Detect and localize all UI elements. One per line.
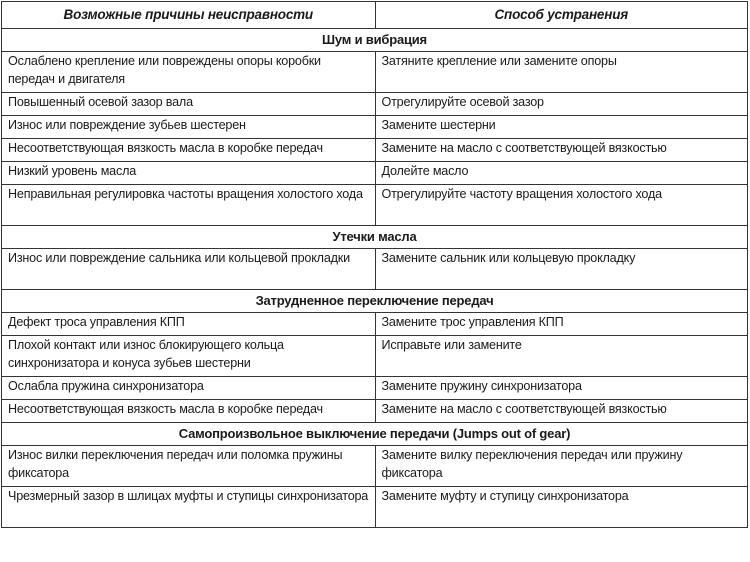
cause-cell: Износ или повреждение зубьев шестерен xyxy=(2,116,376,139)
section-title: Утечки масла xyxy=(2,226,748,249)
table-row xyxy=(2,162,748,185)
remedy-cell: Замените на масло с соответствующей вязкостью xyxy=(375,139,748,162)
table-row xyxy=(2,313,748,336)
remedy-cell: Замените трос управления КПП xyxy=(375,313,748,336)
cause-cell: Несоответствующая вязкость масла в коробке передач xyxy=(2,139,376,162)
cause-cell: Низкий уровень масла xyxy=(2,162,376,185)
table-row xyxy=(2,116,748,139)
section-title: Затрудненное переключение передач xyxy=(2,290,748,313)
section-title: Самопроизвольное выключение передачи (Jumps out of gear) xyxy=(2,423,748,446)
remedy-cell: Отрегулируйте частоту вращения холостого хода xyxy=(375,185,748,226)
remedy-cell: Замените пружину синхронизатора xyxy=(375,377,748,400)
section-row xyxy=(2,290,748,313)
cause-cell: Дефект троса управления КПП xyxy=(2,313,376,336)
header-row xyxy=(2,2,748,29)
cause-cell: Ослабла пружина синхронизатора xyxy=(2,377,376,400)
remedy-cell: Долейте масло xyxy=(375,162,748,185)
table-row xyxy=(2,93,748,116)
cause-cell: Неправильная регулировка частоты вращения холостого хода xyxy=(2,185,376,226)
section-title: Шум и вибрация xyxy=(2,29,748,52)
table-row xyxy=(2,249,748,290)
table-row xyxy=(2,487,748,528)
header-remedies: Способ устранения xyxy=(375,2,748,29)
cause-cell: Несоответствующая вязкость масла в коробке передач xyxy=(2,400,376,423)
remedy-cell: Замените на масло с соответствующей вязкостью xyxy=(375,400,748,423)
cause-cell: Чрезмерный зазор в шлицах муфты и ступицы синхронизатора xyxy=(2,487,376,528)
section-row xyxy=(2,226,748,249)
table-row xyxy=(2,377,748,400)
table-row xyxy=(2,185,748,226)
remedy-cell: Отрегулируйте осевой зазор xyxy=(375,93,748,116)
cause-cell: Ослаблено крепление или повреждены опоры коробки передач и двигателя xyxy=(2,52,376,93)
remedy-cell: Замените вилку переключения передач или пружину фиксатора xyxy=(375,446,748,487)
table-row xyxy=(2,139,748,162)
cause-cell: Повышенный осевой зазор вала xyxy=(2,93,376,116)
remedy-cell: Замените муфту и ступицу синхронизатора xyxy=(375,487,748,528)
remedy-cell: Замените сальник или кольцевую прокладку xyxy=(375,249,748,290)
table-row xyxy=(2,446,748,487)
section-row xyxy=(2,29,748,52)
troubleshooting-table xyxy=(1,1,748,528)
remedy-cell: Затяните крепление или замените опоры xyxy=(375,52,748,93)
table-row xyxy=(2,400,748,423)
remedy-cell: Исправьте или замените xyxy=(375,336,748,377)
cause-cell: Износ или повреждение сальника или кольцевой прокладки xyxy=(2,249,376,290)
table-row xyxy=(2,336,748,377)
section-row xyxy=(2,423,748,446)
table-row xyxy=(2,52,748,93)
header-causes: Возможные причины неисправности xyxy=(2,2,376,29)
cause-cell: Износ вилки переключения передач или поломка пружины фиксатора xyxy=(2,446,376,487)
remedy-cell: Замените шестерни xyxy=(375,116,748,139)
cause-cell: Плохой контакт или износ блокирующего кольца синхронизатора и конуса зубьев шестерни xyxy=(2,336,376,377)
